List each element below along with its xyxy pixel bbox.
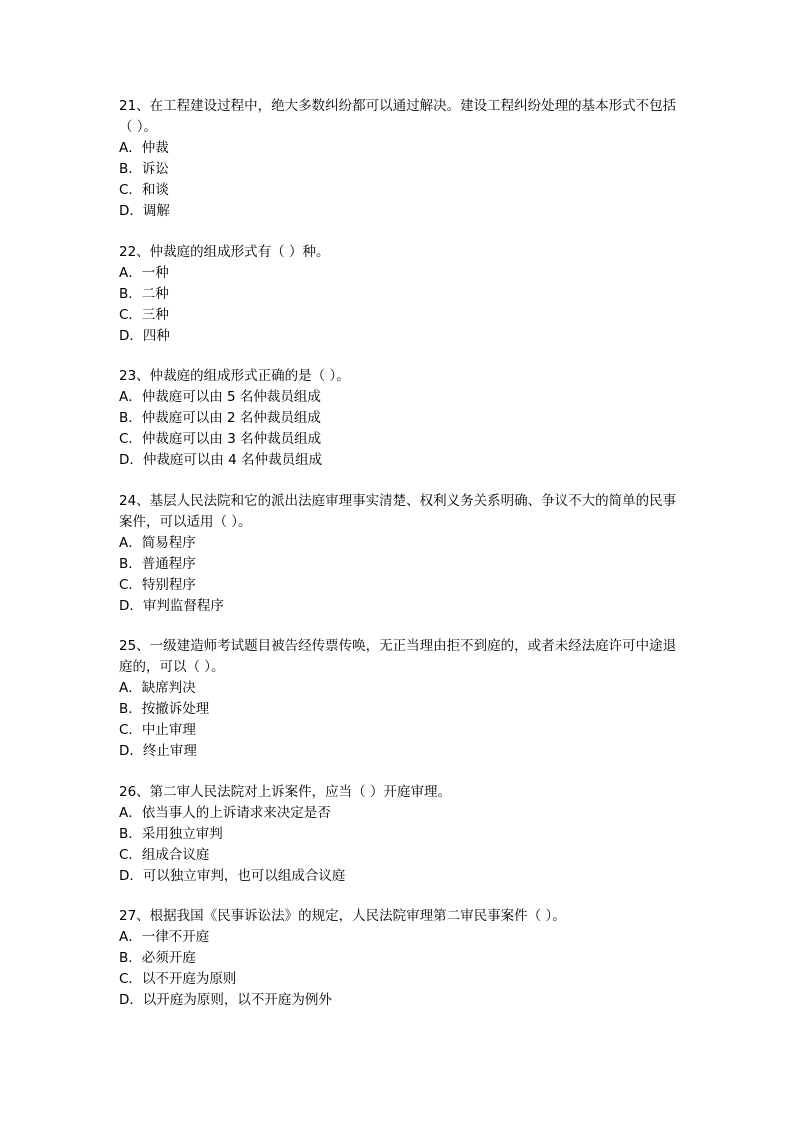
option-b: B．诉讼	[119, 161, 169, 177]
option-a: A．仲裁	[119, 140, 169, 156]
option-c: C．仲裁庭可以由 3 名仲裁员组成	[119, 431, 322, 447]
option-a: A．仲裁庭可以由 5 名仲裁员组成	[119, 389, 321, 405]
option-d: D．调解	[119, 203, 170, 219]
option-c: C．中止审理	[119, 722, 196, 738]
option-d: D．审判监督程序	[119, 597, 224, 614]
option-d: D．四种	[119, 327, 170, 344]
option-c: C．特别程序	[119, 576, 196, 593]
option-d: D．仲裁庭可以由 4 名仲裁员组成	[119, 452, 323, 468]
question-27	[119, 906, 679, 1011]
question-stem: 27、根据我国《民事诉讼法》的规定，人民法院审理第二审民事案件（ ）。	[119, 908, 566, 924]
question-23	[119, 366, 679, 471]
option-c: C．和谈	[119, 182, 169, 198]
question-stem: 21、在工程建设过程中，绝大多数纠纷都可以通过解决。建设工程纠纷处理的基本形式不包括（ ）。	[119, 98, 677, 135]
option-c: C．以不开庭为原则	[119, 971, 237, 987]
question-stem: 23、仲裁庭的组成形式正确的是（ ）。	[119, 368, 350, 384]
option-c: C．三种	[119, 306, 169, 323]
option-b: B．必须开庭	[119, 950, 196, 966]
question-stem: 26、第二审人民法院对上诉案件，应当（ ）开庭审理。	[119, 783, 451, 800]
option-b: B．普通程序	[119, 555, 196, 572]
question-25	[119, 636, 679, 762]
question-22	[119, 242, 679, 347]
question-24	[119, 491, 679, 617]
option-d: D．可以独立审判，也可以组成合议庭	[119, 867, 346, 884]
option-b: B．采用独立审判	[119, 825, 223, 842]
question-stem: 22、仲裁庭的组成形式有（ ）种。	[119, 243, 330, 260]
option-a: A．简易程序	[119, 534, 196, 551]
option-d: D．终止审理	[119, 743, 197, 759]
question-stem: 24、基层人民法院和它的派出法庭审理事实清楚、权利义务关系明确、争议不大的简单的民事案件，可以适用（ ）。	[119, 492, 677, 530]
option-a: A．一种	[119, 264, 169, 281]
option-d: D．以开庭为原则，以不开庭为例外	[119, 992, 332, 1008]
option-b: B．仲裁庭可以由 2 名仲裁员组成	[119, 410, 321, 426]
option-a: A．缺席判决	[119, 680, 196, 696]
question-21	[119, 96, 679, 222]
option-b: B．二种	[119, 285, 169, 302]
option-c: C．组成合议庭	[119, 846, 210, 863]
option-b: B．按撤诉处理	[119, 701, 210, 717]
option-a: A．一律不开庭	[119, 929, 210, 945]
option-a: A．依当事人的上诉请求来决定是否	[119, 804, 331, 821]
question-list	[119, 96, 679, 1031]
question-stem: 25、一级建造师考试题目被告经传票传唤，无正当理由拒不到庭的，或者未经法庭许可中途退庭的，可以（ ）。	[119, 638, 677, 675]
question-26	[119, 782, 679, 887]
